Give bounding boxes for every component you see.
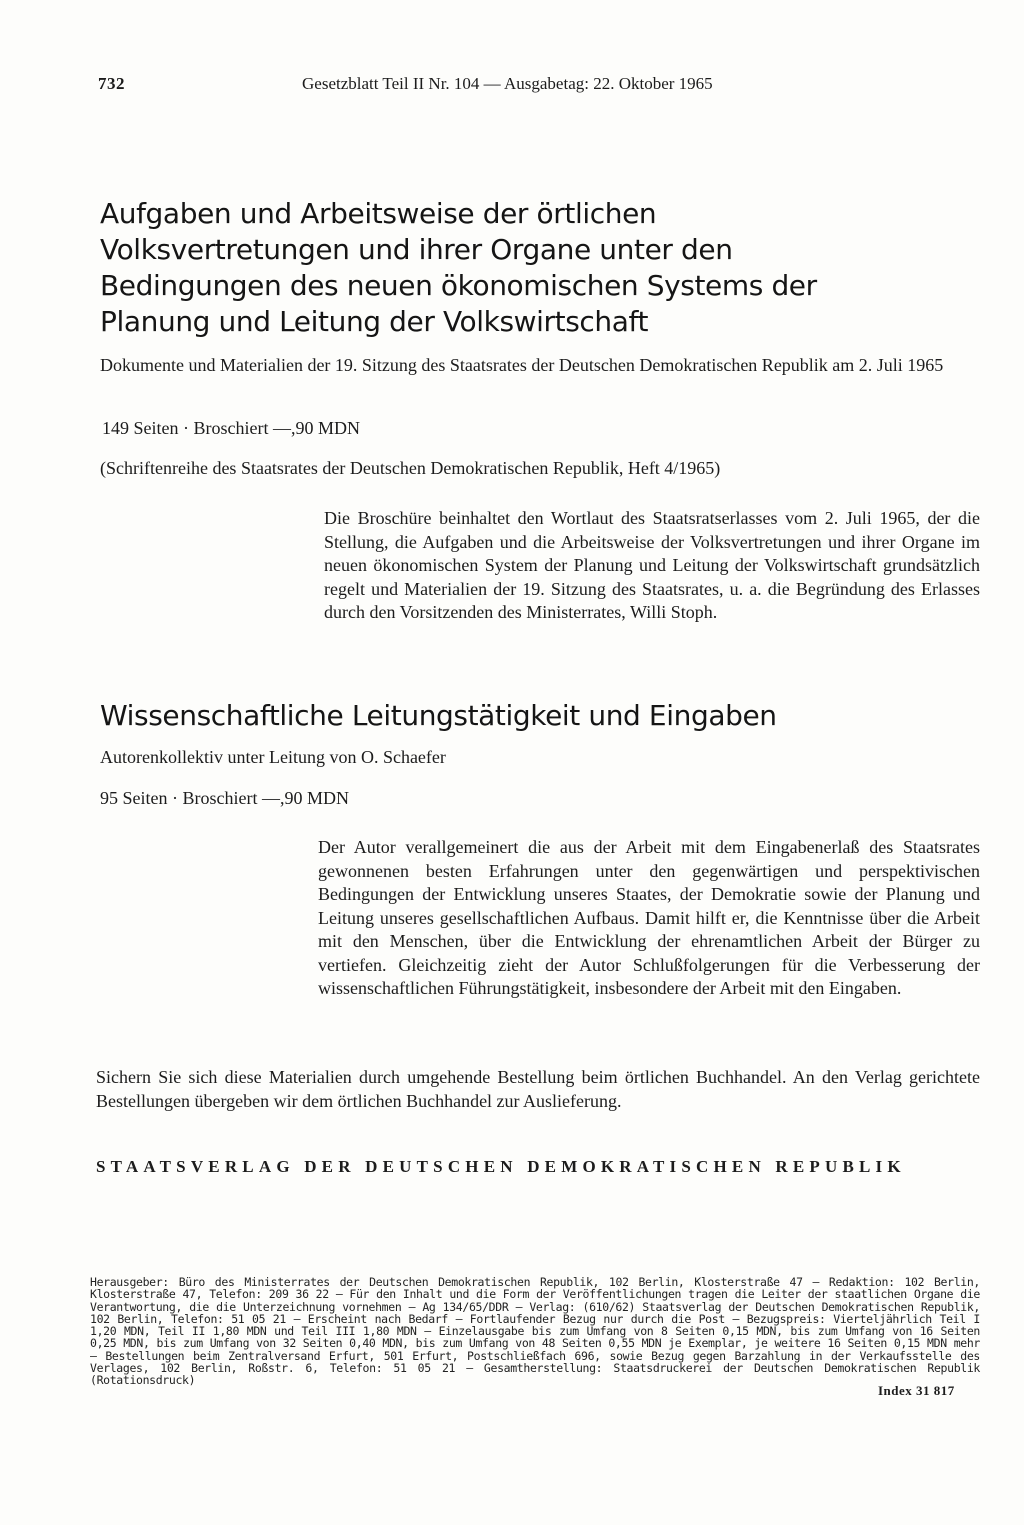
publication-2-title: Wissenschaftliche Leitungstätigkeit und Eingaben bbox=[100, 699, 777, 732]
publication-2-price: 95 Seiten · Broschiert —,90 MDN bbox=[100, 788, 349, 808]
closing-note: Sichern Sie sich diese Materialien durch umgehende Bestellung beim örtlichen Buchhandel. An den Verlag gerichtete Bestellungen übergeben wir dem örtlichen Buchhandel zur Auslieferung. bbox=[96, 1067, 980, 1111]
publication-2-subtitle: Autorenkollektiv unter Leitung von O. Schaefer bbox=[100, 747, 446, 767]
publication-1-subtitle: Dokumente und Materialien der 19. Sitzung des Staatsrates der Deutschen Demokratischen Republik am 2. Juli 1965 bbox=[100, 355, 944, 375]
publication-1-price: 149 Seiten · Broschiert —,90 MDN bbox=[102, 418, 360, 438]
publication-1-description: Die Broschüre beinhaltet den Wortlaut des Staatsratserlasses vom 2. Juli 1965, der die Stellung, die Aufgaben und die Arbeitsweise der Volksvertretungen und ihrer Organe im neuen ökonomischen System der Planung und Leitung der Volkswirtschaft grundsätzlich regelt und Materialien der 19. Sitzung des Staatsrates, u. a. die Begründung des Erlasses durch den Vorsitzenden des Ministerrates, Willi Stoph. bbox=[324, 508, 980, 622]
publication-1-title: Aufgaben und Arbeitsweise der örtlichen Volksvertretungen und ihrer Organe unter den Bedingungen des neuen ökonomischen Systems der Planung und Leitung der Volkswirtschaft bbox=[100, 197, 817, 338]
publication-1-series: (Schriftenreihe des Staatsrates der Deutschen Demokratischen Republik, Heft 4/1965) bbox=[100, 458, 721, 478]
running-head: Gesetzblatt Teil II Nr. 104 — Ausgabetag: 22. Oktober 1965 bbox=[302, 74, 713, 93]
publication-2-description: Der Autor verallgemeinert die aus der Arbeit mit dem Eingabenerlaß des Staatsrates gewonnenen besten Erfahrungen unter den gegenwärtigen und perspektivischen Bedingungen der Entwicklung unseres Staates, der Demokratie sowie der Planung und Leitung unseres gesellschaftlichen Aufbaus. Damit hilft er, die Kenntnisse über die Arbeit mit den Menschen, über die Entwicklung der ehrenamtlichen Arbeit der Bürger zu vertiefen. Gleichzeitig zieht der Autor Schlußfolgerungen für die Verbesserung der wissenschaftlichen Führungstätigkeit, insbesondere der Arbeit mit den Eingaben. bbox=[318, 837, 980, 998]
publisher-name: STAATSVERLAG DER DEUTSCHEN DEMOKRATISCHEN REPUBLIK bbox=[96, 1157, 906, 1176]
index-number: Index 31 817 bbox=[878, 1383, 955, 1398]
page-number: 732 bbox=[98, 74, 125, 93]
imprint: Herausgeber: Büro des Ministerrates der Deutschen Demokratischen Republik, 102 Berlin, Klosterstraße 47 — Redaktion: 102 Berlin, Klosterstraße 47, Telefon: 209 36 22 — Für den Inhalt und die Form der Veröffentlichungen tragen die Leiter der staatlichen Organe die Verantwortung, die die Unterzeichnung vornehmen — Ag 134/65/DDR — Verlag: (610/62) Staatsverlag der Deutschen Demokratischen Republik, 102 Berlin, Telefon: 51 05 21 — Erscheint nach Bedarf — Fortlaufender Bezug nur durch die Post — Bezugspreis: Vierteljährlich Teil I 1,20 MDN, Teil II 1,80 MDN und Teil III 1,80 MDN — Einzelausgabe bis zum Umfang von 8 Seiten 0,15 MDN, bis zum Umfang von 16 Seiten 0,25 MDN, bis zum Umfang von 32 Seiten 0,40 MDN, bis zum Umfang von 48 Seiten 0,55 MDN je Exemplar, je weitere 16 Seiten 0,15 MDN mehr — Bestellungen beim Zentralversand Erfurt, 501 Erfurt, Postschließfach 696, sowie Bezug gegen Barzahlung in der Verkaufsstelle des Verlages, 102 Berlin, Roßstr. 6, Telefon: 51 05 21 — Gesamtherstellung: Staatsdruckerei der Deutschen Demokratischen Republik (Rotationsdruck) bbox=[90, 1275, 980, 1388]
